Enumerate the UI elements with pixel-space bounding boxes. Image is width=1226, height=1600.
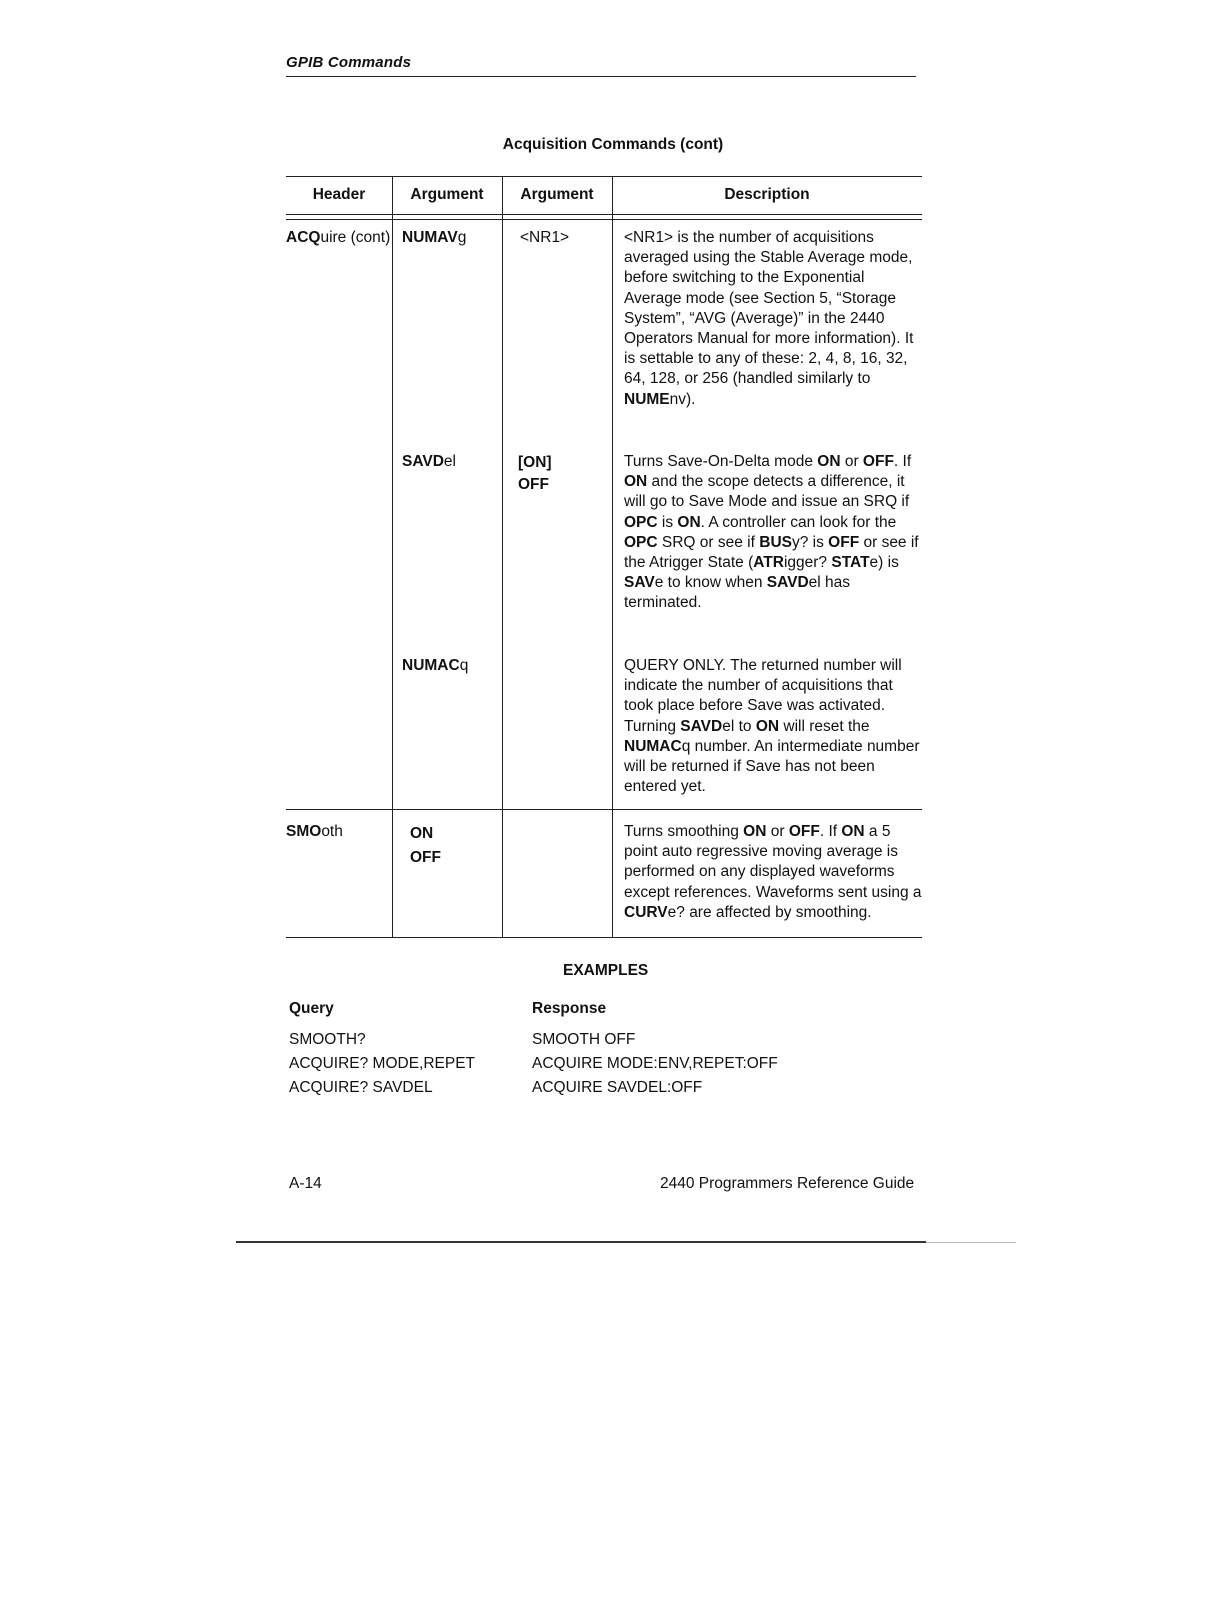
- col-header-header: Header: [312, 186, 366, 203]
- desc-numavg: <NR1> is the number of acquisitions averaged using the Stable Average mode, before switching to the Exponential Average mode (see Section 5, “Storage System”, “AVG (Average)” in the 2440 Operators Manual for more information). It is settable to any of these: 2, 4, 8, 16, 32, 64, 128, or 256 (handled similarly to NUMEnv).: [624, 229, 914, 408]
- arg-smooth-values: ON OFF: [410, 825, 441, 866]
- examples-title: EXAMPLES: [563, 962, 649, 979]
- query-column-label: Query: [289, 1000, 334, 1017]
- col-header-argument-1: Argument: [410, 186, 484, 203]
- arg-savdel-values: [ON] OFF: [518, 454, 552, 493]
- table-title: Acquisition Commands (cont): [502, 136, 724, 153]
- desc-smooth: Turns smoothing ON or OFF. If ON a 5 point auto regressive moving average is performed on any displayed waveforms except references. Waveforms sent using a CURVe? are affected by smoothing.: [624, 823, 922, 921]
- col-header-argument-2: Argument: [520, 186, 594, 203]
- col-header-description: Description: [724, 186, 810, 203]
- desc-numacq: QUERY ONLY. The returned number will indicate the number of acquisitions that took place before Save was activated. Turning SAVDel to ON will reset the NUMACq number. An intermediate number will be returned if Save has not been entered yet.: [624, 657, 920, 796]
- header-smooth: SMOoth: [286, 823, 343, 840]
- example-response: ACQUIRE MODE:ENV,REPET:OFF: [532, 1055, 778, 1072]
- arg-numavg: NUMAVg: [402, 229, 467, 246]
- running-head: GPIB Commands: [286, 54, 412, 71]
- page-number: A-14: [289, 1175, 322, 1192]
- header-rule: [286, 76, 916, 77]
- bottom-rule-faint: [926, 1242, 1016, 1243]
- example-response-list: [532, 1028, 778, 1100]
- arg-numacq: NUMACq: [402, 657, 469, 674]
- example-query: ACQUIRE? MODE,REPET: [289, 1055, 476, 1072]
- example-query: ACQUIRE? SAVDEL: [289, 1079, 433, 1096]
- guide-title: 2440 Programmers Reference Guide: [660, 1175, 915, 1192]
- header-acquire: ACQuire (cont): [286, 229, 391, 246]
- commands-table: [286, 176, 922, 936]
- response-column-label: Response: [532, 1000, 607, 1017]
- example-query: SMOOTH?: [289, 1031, 366, 1048]
- example-response: SMOOTH OFF: [532, 1031, 636, 1048]
- arg-savdel: SAVDel: [402, 453, 456, 470]
- arg-nr1: <NR1>: [520, 229, 570, 246]
- desc-savdel: Turns Save-On-Delta mode ON or OFF. If ON and the scope detects a difference, it will go to Save Mode and issue an SRQ if OPC is ON. A controller can look for the OPC SRQ or see if BUSy? is OFF or see if the Atrigger State (ATRigger? STATe) is SAVe to know when SAVDel has terminated.: [624, 453, 919, 612]
- example-response: ACQUIRE SAVDEL:OFF: [532, 1079, 703, 1096]
- example-query-list: [289, 1028, 475, 1100]
- bottom-rule: [236, 1241, 926, 1243]
